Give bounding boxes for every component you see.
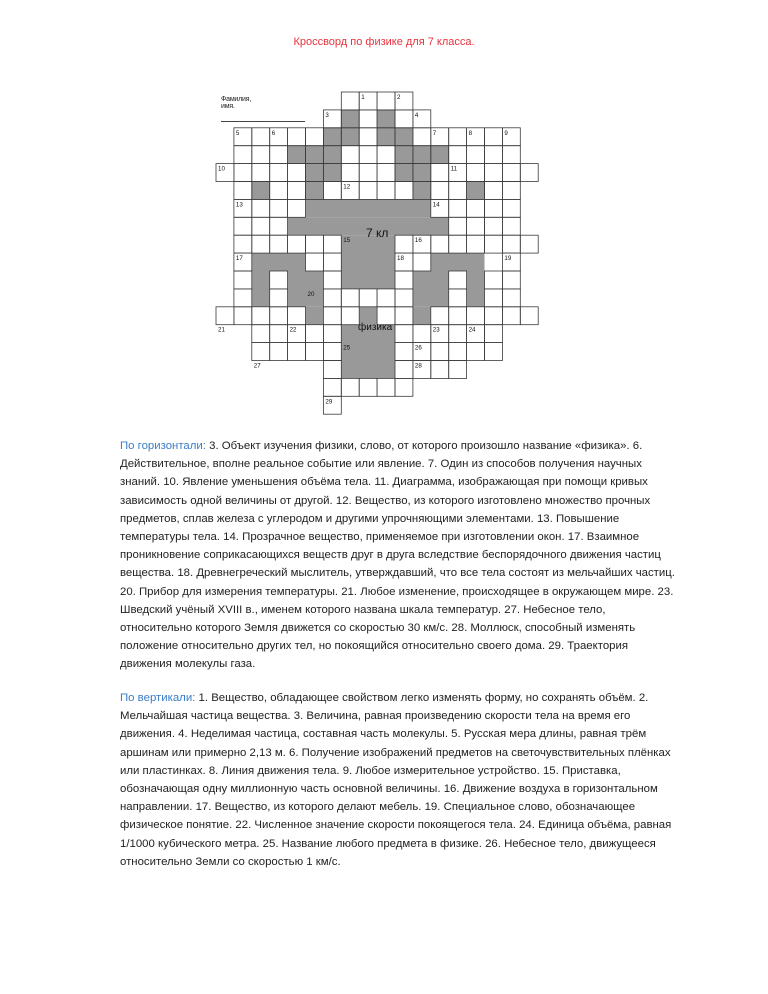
grid-cell [252,307,270,325]
grid-cell [377,289,395,307]
grid-cell [485,235,503,253]
grid-cell [485,343,503,361]
clue-number: 19 [504,255,512,263]
grid-cell [359,128,377,146]
shaded-block [252,271,270,307]
clue-number: 28 [414,362,422,370]
shaded-block [467,182,485,200]
grid-cell [306,128,324,146]
grid-cell [449,199,467,217]
grid-cell [431,182,449,200]
grid-cell [431,307,449,325]
grid-cell [413,325,431,343]
shaded-block [413,271,449,307]
grid-cell [449,325,467,343]
grid-cell [485,217,503,235]
grid-cell [377,164,395,182]
grid-cell [431,164,449,182]
clue-number: 26 [414,344,422,352]
grid-cell [449,343,467,361]
clue-number: 24 [468,326,476,334]
down-clues [120,689,678,871]
grid-cell [377,182,395,200]
shaded-block [306,199,431,217]
page-title: Кроссворд по физике для 7 класса. [293,36,475,48]
grid-cell [359,378,377,396]
grid-cell [395,235,413,253]
across-clues [120,437,678,674]
grid-cell [252,164,270,182]
grid-cell [485,146,503,164]
grid-cell [234,235,252,253]
grid-cell [449,289,467,307]
grid-cell [288,164,306,182]
grid-cell [270,343,288,361]
grid-cell [288,128,306,146]
grid-cell [323,307,341,325]
grid-cell [449,182,467,200]
shaded-block [323,128,341,182]
grid-cell [431,343,449,361]
grid-cell [323,289,341,307]
grid-cell [485,307,503,325]
grid-cell [377,146,395,164]
clue-number: 20 [307,290,315,298]
grid-cell [234,307,252,325]
grid-cell [252,343,270,361]
grid-cell [288,182,306,200]
clue-number: 6 [271,129,276,137]
grid-cell [467,307,485,325]
clue-number: 12 [343,183,351,191]
grid-cell [234,271,252,289]
clue-number: 17 [235,255,243,263]
clue-number: 13 [235,201,243,209]
grid-cell [431,361,449,379]
grid-cell [449,307,467,325]
grid-cell [323,361,341,379]
grid-cell [252,146,270,164]
grid-cell [234,217,252,235]
clue-number: 2 [397,94,401,101]
grid-cell [341,92,359,110]
shaded-block [288,271,324,307]
grid-cell [359,146,377,164]
grid-cell [377,378,395,396]
grid-cell [359,182,377,200]
grid-cell [270,235,288,253]
grid-cell [306,253,324,271]
grid-cell [341,307,359,325]
clue-number: 7 [432,129,437,137]
grid-cell [323,182,341,200]
grid-center-label: 7 кл [366,226,389,240]
grid-cell [395,271,413,289]
grid-cell [270,307,288,325]
shaded-block [467,271,485,307]
grid-cell [485,289,503,307]
grid-cell [395,343,413,361]
clue-number: 15 [343,237,351,245]
clue-number: 8 [468,129,473,137]
grid-cell [467,235,485,253]
grid-cell [449,128,467,146]
grid-cell [485,271,503,289]
grid-cell [252,128,270,146]
clue-number: 9 [504,129,508,137]
grid-cell [270,164,288,182]
grid-cell [395,325,413,343]
grid-cell [502,164,520,182]
grid-cell [485,164,503,182]
grid-cell [431,235,449,253]
grid-cell [520,164,538,182]
grid-cell [270,325,288,343]
grid-cell [485,128,503,146]
grid-cell [323,253,341,271]
grid-cell [359,164,377,182]
clue-number: 11 [450,165,458,173]
grid-cell [288,307,306,325]
grid-cell [288,343,306,361]
grid-cell [485,199,503,217]
grid-cell [252,199,270,217]
grid-cell [467,217,485,235]
across-text: 3. Объект изучения физики, слово, от которого произошло название «физика». 6. Действительное, вполне реальное событие или явление. 7. Один из способов получения научных знаний. 10. Явление уменьшения объёма тела. 11. Диаграмма, изображающая при помощи кривых зависимость одной величины от другой. 12. Вещество, из которого изготовлено множество прочных предметов, сплав железа с углеродом и другими упрочняющими элементами. 13. Повышение температуры тела. 14. Прозрачное вещество, применяемое при изготовлении окон. 17. Взаимное проникновение соприкасающихся веществ друг в друга вследствие беспорядочного движения частиц вещества. 18. Древнегреческий мыслитель, утверждавший, что все тела состоят из мельчайших частиц. 20. Прибор для измерения температуры. 21. Любое изменение, происходящее в окружающем мире. 23. Шведский учёный XVIII в., именем которого названа шкала температур. 27. Небесное тело, относительно которого Земля движется со скоростью 30 км/с. 28. Моллюск, способный изменять положение относительно других тел, но покоящийся относительно своего дома. 29. Траектория движения молекулы газа. [120,440,675,671]
grid-cell [467,199,485,217]
grid-cell [323,271,341,289]
grid-cell [323,378,341,396]
grid-cell [270,199,288,217]
grid-cell [502,235,520,253]
grid-cell [288,235,306,253]
grid-cell [395,289,413,307]
grid-cell [485,325,503,343]
grid-cell [502,182,520,200]
grid-cell [359,110,377,128]
grid-cell [252,235,270,253]
grid-cell [234,146,252,164]
grid-cell [216,307,234,325]
grid-lower-label: физика [358,322,393,333]
grid-cell [502,289,520,307]
clue-number: 5 [235,129,240,137]
clue-number: 4 [414,111,419,119]
clue-number: 29 [325,398,333,406]
clue-number: 21 [218,326,225,334]
grid-cell [467,164,485,182]
shaded-block [413,307,431,325]
name-label: Фамилия, имя. [221,96,252,110]
clue-number: 18 [397,255,404,263]
grid-cell [270,217,288,235]
grid-cell [234,182,252,200]
grid-cell [413,128,431,146]
grid-cell [485,182,503,200]
grid-cell [449,217,467,235]
grid-cell [306,235,324,253]
grid-cell [323,235,341,253]
grid-cell [395,361,413,379]
grid-cell [520,235,538,253]
clue-number: 25 [343,344,351,352]
grid-cell [341,378,359,396]
grid-cell [323,325,341,343]
clue-number: 1 [361,94,365,101]
grid-cell [270,182,288,200]
grid-cell [270,289,288,307]
grid-cell [467,146,485,164]
clue-number: 10 [218,165,225,173]
clue-number: 27 [253,362,261,370]
grid-cell [502,217,520,235]
shaded-block [395,128,413,182]
grid-cell [449,146,467,164]
down-text: 1. Вещество, обладающее свойством легко изменять форму, но сохранять объём. 2. Мельчайшая частица вещества. 3. Величина, равная произведению скорости тела на время его движения. 4. Неделимая частица, составная часть молекулы. 5. Русская мера длины, равная трём аршинам или примерно 2,13 м. 6. Получение изображений предметов на светочувствительных плёнках или пластинках. 8. Линия движения тела. 9. Любое измерительное устройство. 15. Приставка, обозначающая одну миллионную часть основной величины. 16. Движение воздуха в горизонтальном направлении. 17. Вещество, из которого делают мебель. 19. Специальное слово, обозначающее физическое понятие. 22. Численное значение скорости покоящегося тела. 24. Единица объёма, равная 1/1000 кубического метра. 25. Название любого предмета в физике. 26. Небесное тело, движущееся относительно Земли со скоростью 1 км/с. [120,692,672,868]
grid-cell [270,146,288,164]
grid-cell [341,146,359,164]
across-heading: По горизонтали: [120,440,206,452]
grid-cell [306,325,324,343]
grid-cell [467,343,485,361]
grid-cell [234,289,252,307]
grid-cell [449,271,467,289]
clue-number: 3 [325,111,329,119]
grid-cell [502,199,520,217]
grid-cell [520,307,538,325]
grid-cell [270,271,288,289]
grid-cell [449,361,467,379]
shaded-block [252,182,270,200]
grid-cell [341,164,359,182]
grid-cell [502,146,520,164]
clue-number: 16 [414,237,422,245]
grid-cell [288,199,306,217]
grid-cell [252,325,270,343]
clue-number: 14 [432,201,440,209]
grid-cell [449,235,467,253]
grid-cell [395,307,413,325]
grid-cell [341,289,359,307]
grid-cell [306,343,324,361]
grid-cell [395,378,413,396]
down-heading: По вертикали: [120,692,196,704]
grid-cell [395,110,413,128]
grid-cell [377,92,395,110]
grid-cell [502,307,520,325]
crossword-grid [0,0,768,430]
grid-cell [359,289,377,307]
shaded-block [252,253,306,271]
grid-cell [252,217,270,235]
shaded-block [431,253,485,271]
clue-number: 22 [289,326,297,334]
grid-cell [234,164,252,182]
clue-number: 23 [432,326,440,334]
shaded-block [306,307,324,325]
grid-cell [323,343,341,361]
grid-cell [413,253,431,271]
grid-cell [502,271,520,289]
grid-cell [395,182,413,200]
